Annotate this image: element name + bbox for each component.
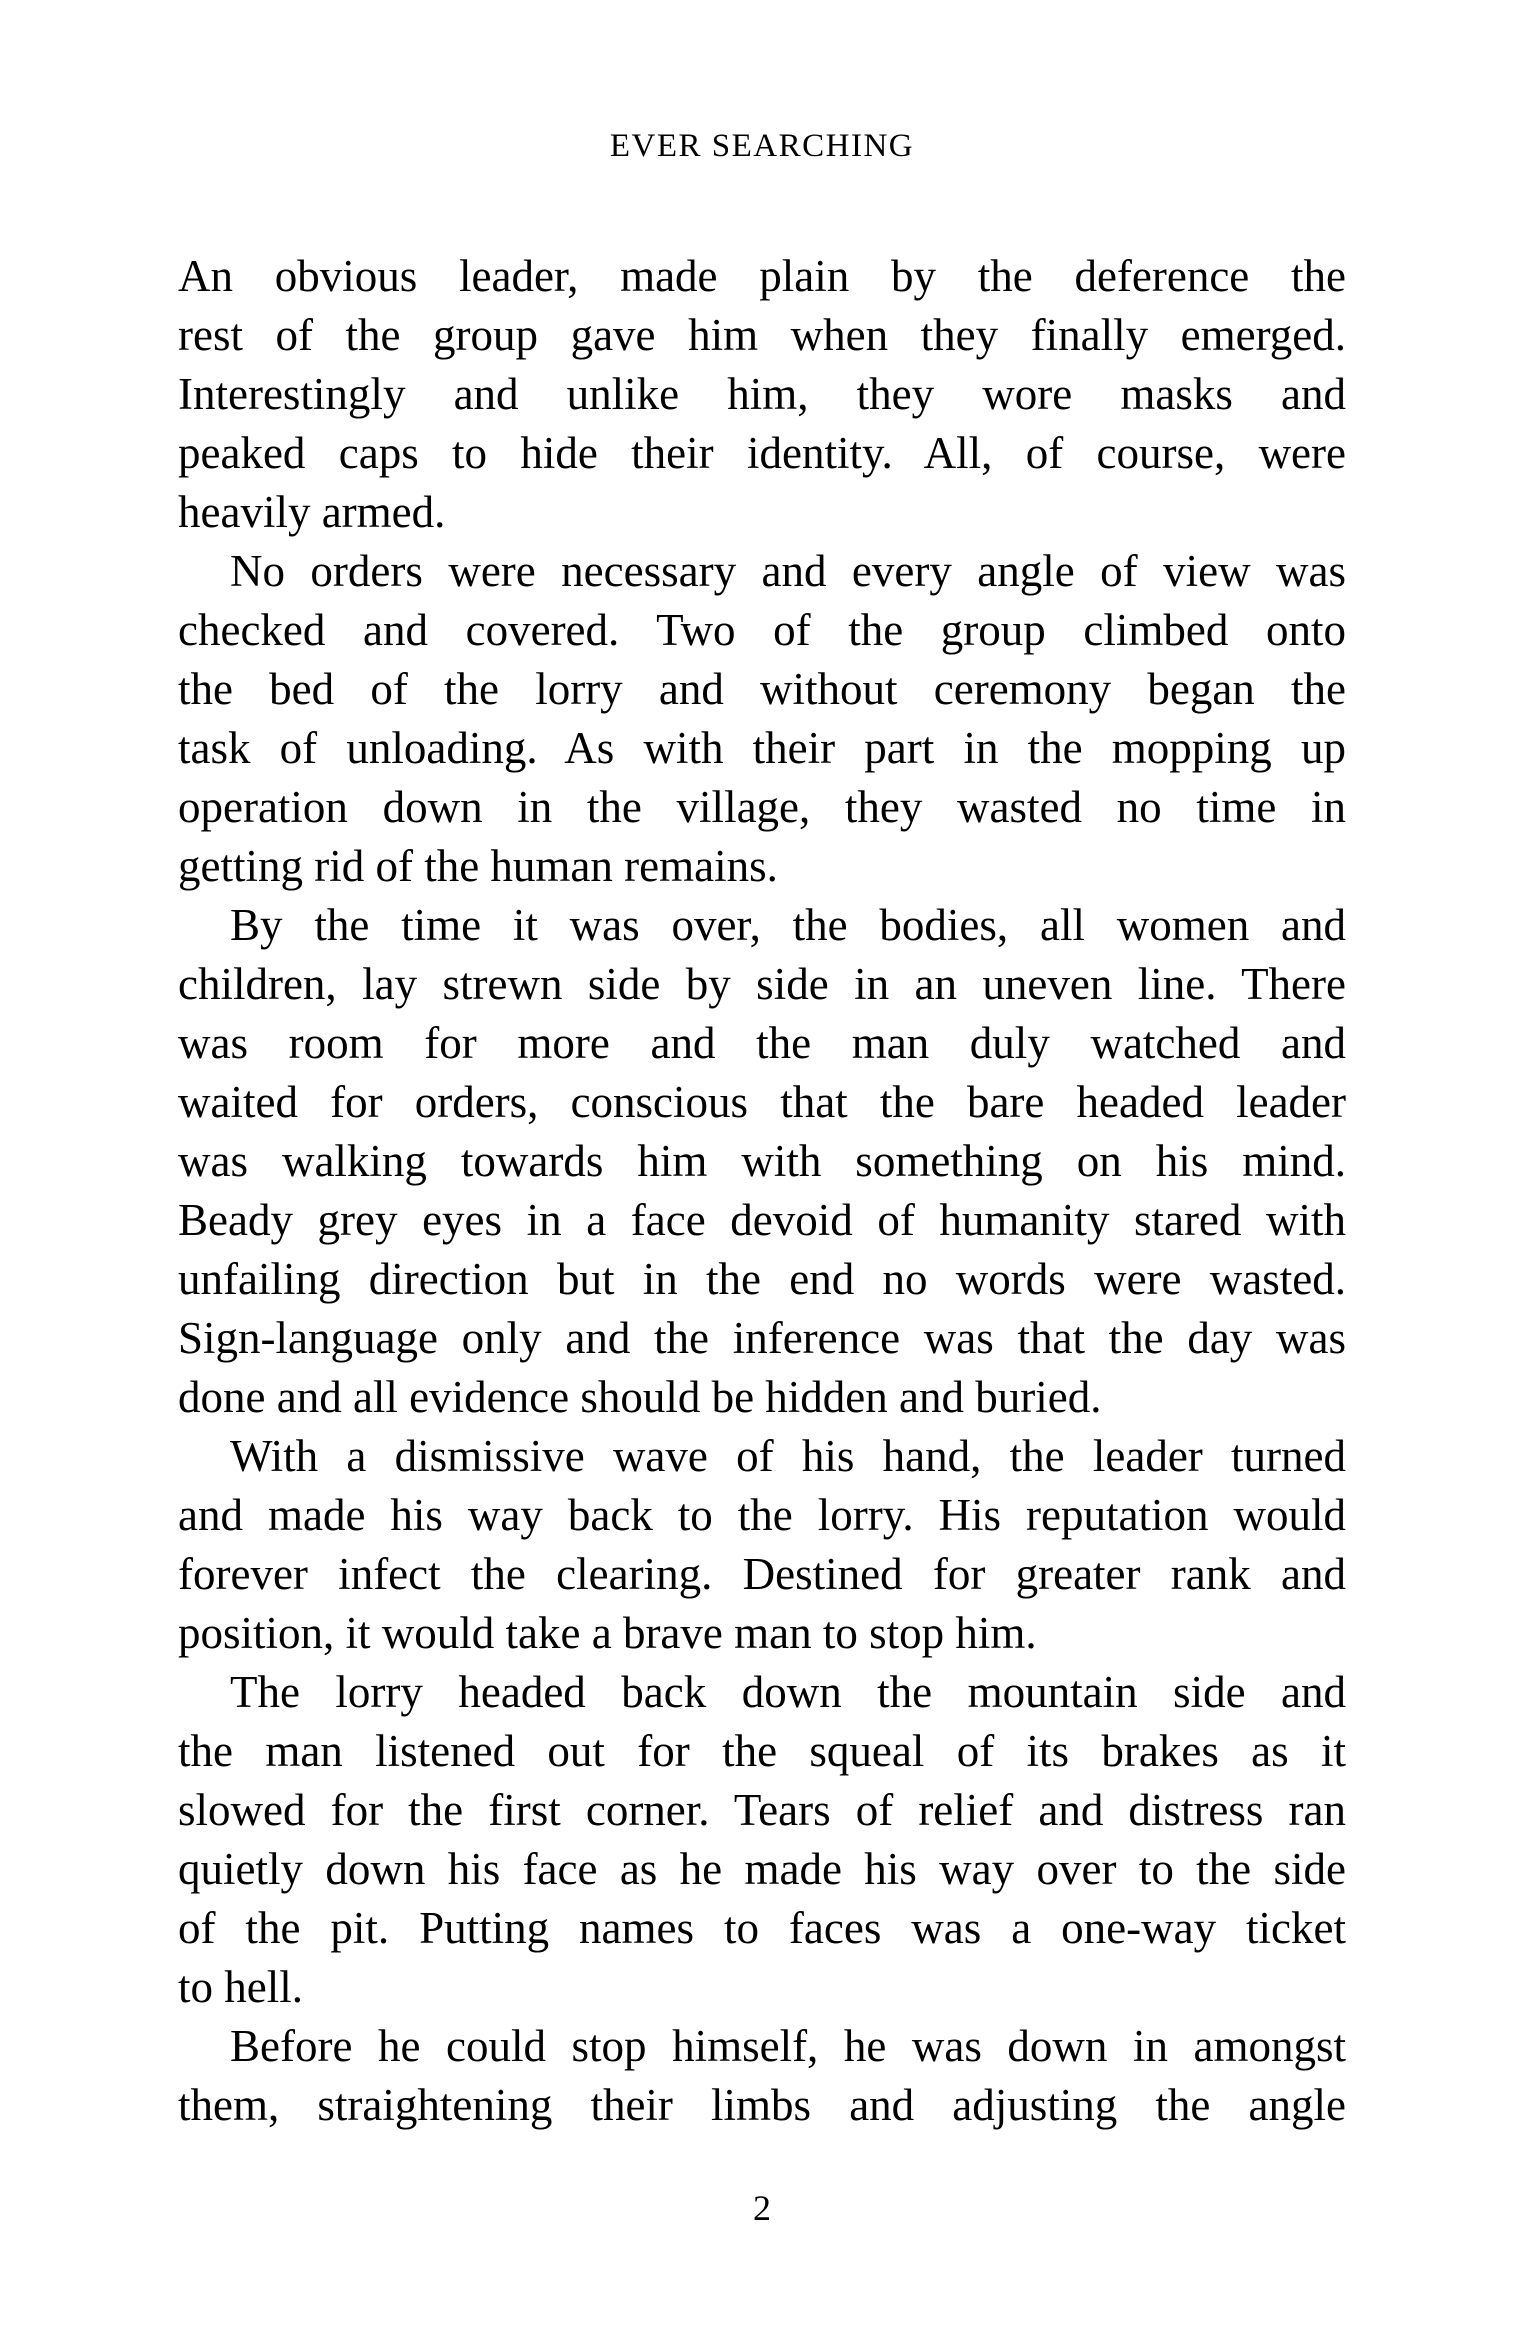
text-line: unfailing direction but in the end no words were wasted. [178,1254,1346,1304]
text-line: was room for more and the man duly watched and [178,1018,1346,1068]
text-line: children, lay strewn side by side in an uneven line. There [178,959,1346,1009]
text-line: and made his way back to the lorry. His reputation would [178,1490,1346,1540]
paragraph [178,1427,1346,1663]
text-line: the bed of the lorry and without ceremony began the [178,664,1346,714]
paragraph [178,542,1346,896]
text-line: rest of the group gave him when they finally emerged. [178,310,1346,360]
text-line: to hell. [178,1962,303,2012]
text-line: slowed for the first corner. Tears of relief and distress ran [178,1785,1346,1835]
text-line: By the time it was over, the bodies, all women and [230,900,1346,950]
text-line: forever infect the clearing. Destined for greater rank and [178,1549,1346,1599]
text-line: The lorry headed back down the mountain side and [230,1667,1346,1717]
page-number: 2 [753,2188,771,2228]
text-line: Interestingly and unlike him, they wore masks and [178,369,1346,419]
text-line: of the pit. Putting names to faces was a one-way ticket [178,1903,1346,1953]
text-line: waited for orders, conscious that the bare headed leader [178,1077,1346,1127]
text-line: getting rid of the human remains. [178,841,778,891]
text-line: Sign-language only and the inference was that the day was [178,1313,1346,1363]
text-line: operation down in the village, they wasted no time in [178,782,1346,832]
paragraph [178,896,1346,1427]
text-line: checked and covered. Two of the group climbed onto [178,605,1346,655]
text-line: quietly down his face as he made his way over to the side [178,1844,1346,1894]
paragraph [178,2017,1346,2135]
text-line: was walking towards him with something on his mind. [178,1136,1346,1186]
text-line: task of unloading. As with their part in the mopping up [178,723,1346,773]
text-line: the man listened out for the squeal of its brakes as it [178,1726,1346,1776]
text-line: Before he could stop himself, he was down in amongst [230,2021,1346,2071]
text-line: them, straightening their limbs and adjusting the angle [178,2080,1346,2130]
text-line: done and all evidence should be hidden and buried. [178,1372,1102,1422]
text-line: With a dismissive wave of his hand, the leader turned [230,1431,1346,1481]
text-line: Beady grey eyes in a face devoid of humanity stared with [178,1195,1346,1245]
text-line: An obvious leader, made plain by the deference the [178,251,1346,301]
body-text [178,247,1346,2135]
text-line: position, it would take a brave man to stop him. [178,1608,1037,1658]
paragraph [178,1663,1346,2017]
text-line: heavily armed. [178,487,446,537]
running-header: EVER SEARCHING [609,128,915,164]
paragraph [178,247,1346,542]
text-line: peaked caps to hide their identity. All, of course, were [178,428,1346,478]
text-line: No orders were necessary and every angle of view was [230,546,1346,596]
